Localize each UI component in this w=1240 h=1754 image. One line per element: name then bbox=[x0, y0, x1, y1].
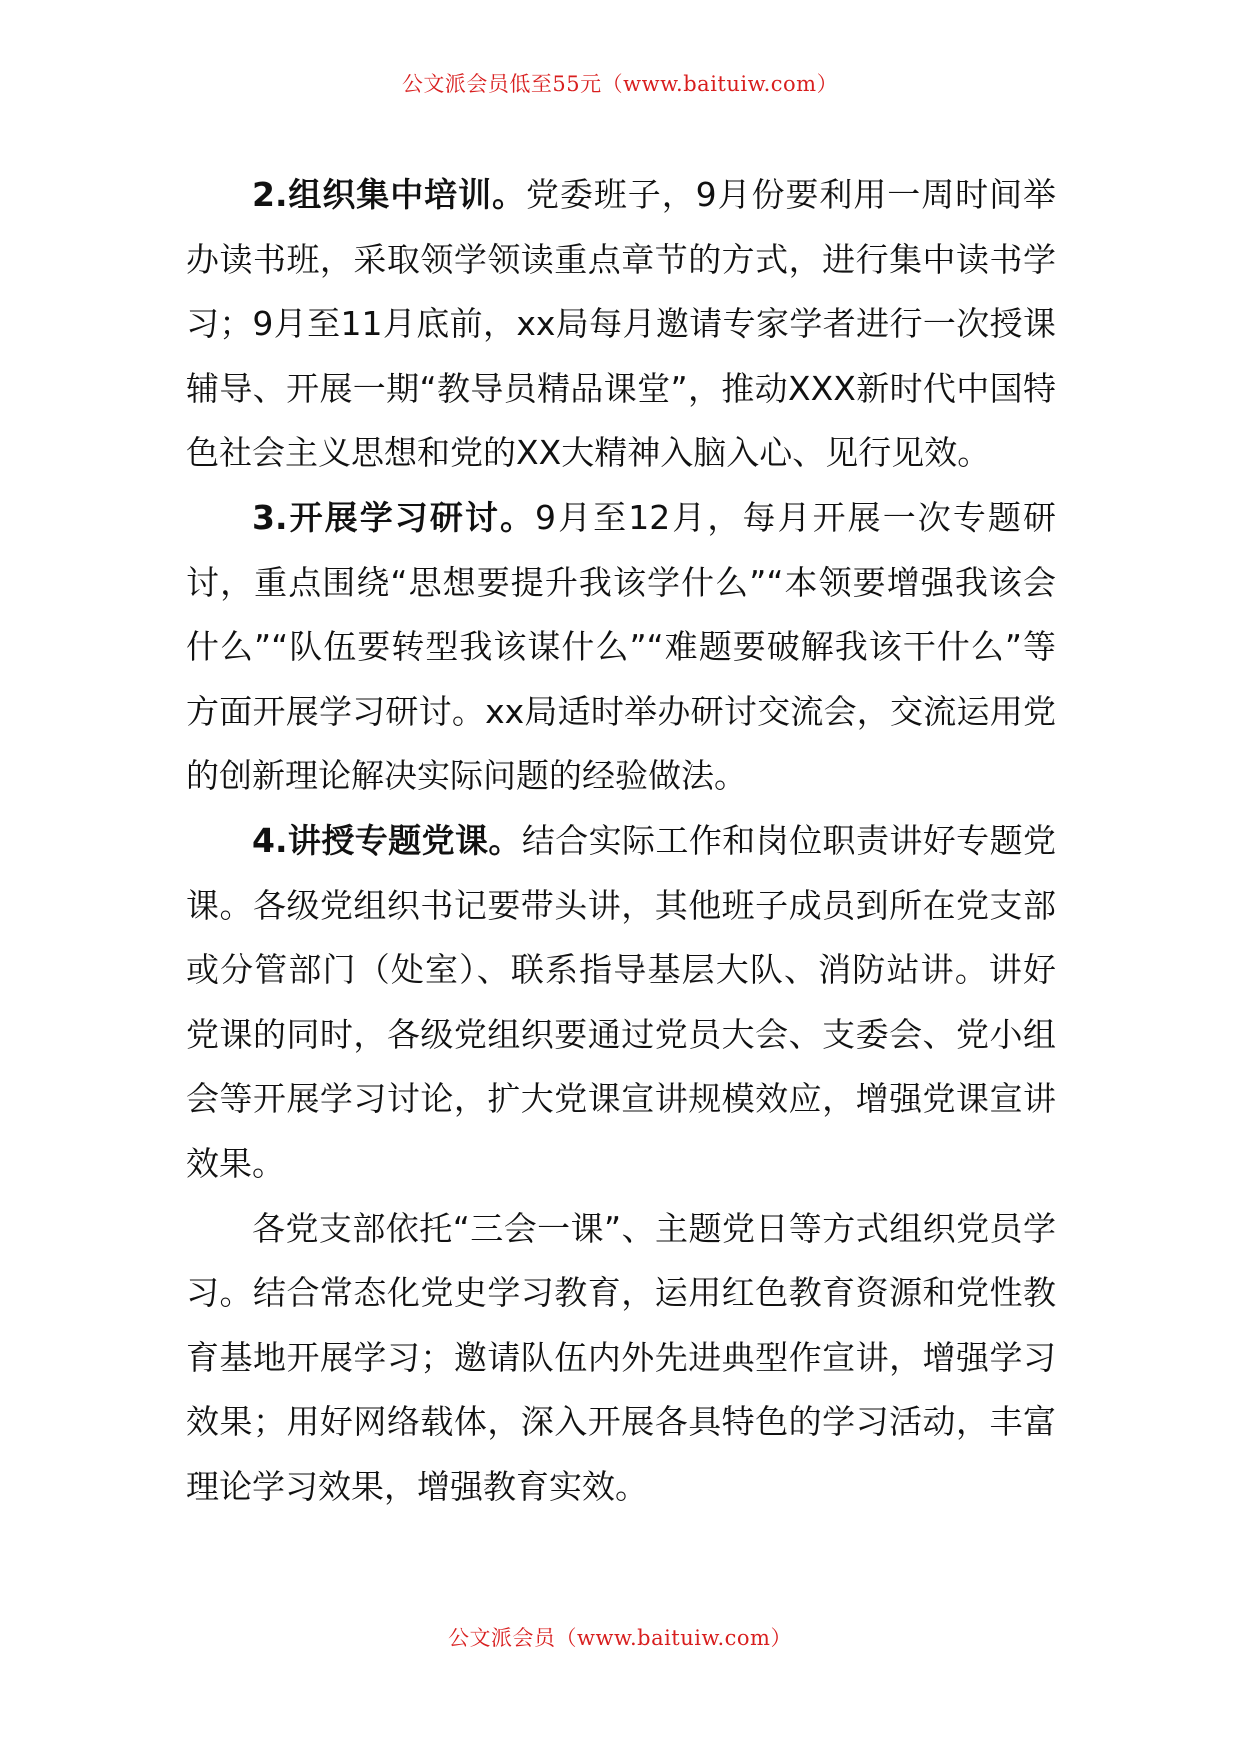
footer-watermark-banner: 公文派会员（www.baituiw.com） bbox=[448, 1626, 792, 1650]
document-body bbox=[186, 163, 1056, 1519]
paragraph-heading: 4.讲授专题党课。 bbox=[252, 820, 522, 860]
header-watermark-banner: 公文派会员低至55元（www.baituiw.com） bbox=[401, 72, 839, 96]
paragraph-heading: 3.开展学习研讨。 bbox=[252, 497, 536, 537]
paragraph-study-seminar bbox=[186, 486, 1056, 809]
paragraph-heading: 2.组织集中培训。 bbox=[252, 175, 526, 214]
paragraph-branch-study bbox=[186, 1197, 1056, 1520]
paragraph-text: 党委班子，9月份要利用一周时间举办读书班，采取领学领读重点章节的方式，进行集中读书学习；9月至11月底前，xx局每月邀请专家学者进行一次授课辅导、开展一期“教导员精品课堂”，推动XXX新时代中国特色社会主义思想和党的XX大精神入脑入心、见行见效。 bbox=[186, 175, 1057, 473]
paragraph-text: 9月至12月，每月开展一次专题研讨，重点围绕“思想要提升我该学什么”“本领要增强我该会什么”“队伍要转型我该谋什么”“难题要破解我该干什么”等方面开展学习研讨。xx局适时举办研讨交流会，交流运用党的创新理论解决实际问题的经验做法。 bbox=[186, 497, 1056, 796]
paragraph-text: 结合实际工作和岗位职责讲好专题党课。各级党组织书记要带头讲，其他班子成员到所在党支部或分管部门（处室）、联系指导基层大队、消防站讲。讲好党课的同时，各级党组织要通过党员大会、支委会、党小组会等开展学习讨论，扩大党课宣讲规模效应，增强党课宣讲效果。 bbox=[186, 820, 1057, 1183]
paragraph-text: 各党支部依托“三会一课”、主题党日等方式组织党员学习。结合常态化党史学习教育，运用红色教育资源和党性教育基地开展学习；邀请队伍内外先进典型作宣讲，增强学习效果；用好网络载体，深入开展各具特色的学习活动，丰富理论学习效果，增强教育实效。 bbox=[186, 1208, 1056, 1506]
paragraph-organize-training bbox=[186, 163, 1056, 486]
paragraph-party-lecture bbox=[186, 809, 1056, 1197]
